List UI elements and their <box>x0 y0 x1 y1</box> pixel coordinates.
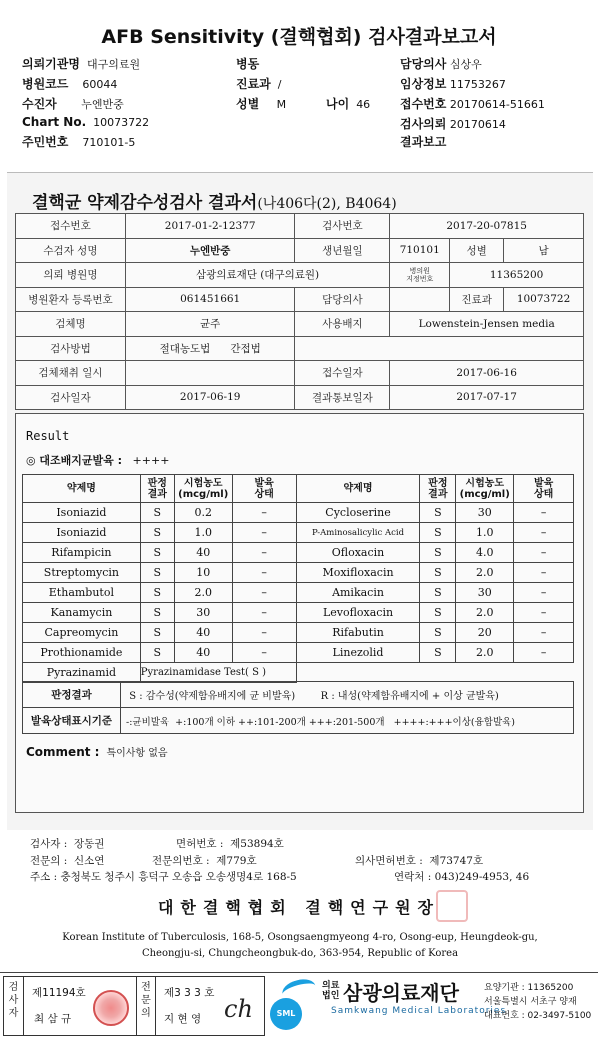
test-date: 2017-06-19 <box>125 385 295 410</box>
growth-state: – <box>232 523 296 543</box>
growth-criteria: -:균비발육 +:100개 이하 ++:101-200개 +++:201-500개 ++++:+++이상(융합발육) <box>121 708 574 734</box>
drug-name: Rifampicin <box>23 543 141 563</box>
test-conc: 0.2 <box>174 503 232 523</box>
seal-stamp-icon <box>93 990 129 1026</box>
received-date: 2017-06-16 <box>390 361 584 386</box>
sex-label: 성별 <box>450 238 504 263</box>
judge-result: S <box>140 623 174 643</box>
footer <box>0 972 598 1039</box>
growth-state: – <box>514 603 574 623</box>
table-row-pza <box>23 663 574 683</box>
growth-state: – <box>232 623 296 643</box>
test-conc: 40 <box>174 623 232 643</box>
registration-no: 061451661 <box>125 287 295 312</box>
test-conc: 30 <box>174 603 232 623</box>
method-values: 절대농도법 간접법 <box>125 336 295 361</box>
org-english-name: Samkwang Medical Laboratories <box>331 1006 507 1016</box>
tester-name: 최 삼 규 <box>34 1013 72 1025</box>
designation-no: 11365200 <box>450 263 584 288</box>
method-empty <box>295 336 584 361</box>
license-line: 면허번호 : 제53894호 <box>176 838 284 850</box>
table-row <box>23 583 574 603</box>
header-drug: 약제명 <box>23 475 141 503</box>
receipt-no-label: 접수번호 <box>16 214 126 239</box>
scanned-report <box>7 172 593 830</box>
judge-result: S <box>140 643 174 663</box>
drug-name: Kanamycin <box>23 603 141 623</box>
test-conc: 2.0 <box>174 583 232 603</box>
dob-label: 생년월일 <box>295 238 390 263</box>
exam-no-label: 검사번호 <box>295 214 390 239</box>
table-row <box>23 623 574 643</box>
hospital-name: 삼광의료재단 (대구의료원) <box>125 263 389 288</box>
drug-name: Prothionamide <box>23 643 141 663</box>
judge-result: S <box>420 583 456 603</box>
doctor-license-line: 의사면허번호 : 제73747호 <box>355 855 484 867</box>
tester-vertical-label: 검 사 자 <box>4 977 24 1035</box>
test-conc: 20 <box>456 623 514 643</box>
table-row <box>23 643 574 663</box>
org-name: 삼광의료재단 <box>343 981 459 1005</box>
growth-state: – <box>232 563 296 583</box>
judge-result: S <box>140 503 174 523</box>
result-label: Result <box>26 429 70 443</box>
judge-result: S <box>420 563 456 583</box>
table-row <box>23 603 574 623</box>
specimen: 균주 <box>125 312 295 337</box>
judge-result: S <box>140 603 174 623</box>
patient-name: 누엔반중 <box>125 238 295 263</box>
test-conc: 4.0 <box>456 543 514 563</box>
judge-criteria: S : 감수성(약제함유배지에 균 비발육) R : 내성(약제함유배지에 + 이상 균발육) <box>121 682 574 708</box>
report-info-table <box>15 213 584 410</box>
header-judge: 판정 결과 <box>140 475 174 503</box>
judge-result: S <box>140 563 174 583</box>
drug-name: Pyrazinamid <box>23 663 141 683</box>
growth-state: – <box>232 643 296 663</box>
judge-result: S <box>140 543 174 563</box>
judge-result: S <box>420 543 456 563</box>
judge-criteria-label: 판정결과 <box>23 682 121 708</box>
doctor-name <box>390 287 450 312</box>
header-receipt: 접수번호 20170614-51661 <box>400 97 545 111</box>
dept-value: 10073722 <box>504 287 584 312</box>
drug-susceptibility-table <box>22 474 574 683</box>
tester-line: 검사자 : 장동권 <box>30 838 105 850</box>
drug-name: Capreomycin <box>23 623 141 643</box>
header-growth: 발육 상태 <box>232 475 296 503</box>
test-conc: 30 <box>456 503 514 523</box>
specimen-label: 검체명 <box>16 312 126 337</box>
control-growth: ◎ 대조배지균발육 : ++++ <box>26 454 170 467</box>
dept-label: 진료과 <box>450 287 504 312</box>
drug-name: Cycloserine <box>296 503 420 523</box>
org-prefix: 의료 법인 <box>322 981 340 1001</box>
drug-name: Isoniazid <box>23 523 141 543</box>
expert-vertical-label: 전 문 의 <box>136 977 156 1035</box>
notify-label: 결과통보일자 <box>295 385 390 410</box>
header-clinical: 임상정보 11753267 <box>400 77 506 91</box>
growth-state: – <box>514 523 574 543</box>
registration-label: 병원환자 등록번호 <box>16 287 126 312</box>
page-title: AFB Sensitivity (결핵협회) 검사결과보고서 <box>101 26 497 48</box>
criteria-table <box>22 681 574 734</box>
header-request: 검사의뢰 20170614 <box>400 117 506 131</box>
expert-number: 제3 3 3 호 <box>164 987 215 999</box>
method-label: 검사방법 <box>16 336 126 361</box>
table-row <box>23 523 574 543</box>
header-report: 결과보고 <box>400 135 447 149</box>
result-section <box>15 413 584 813</box>
drug-name: Streptomycin <box>23 563 141 583</box>
test-conc: 30 <box>456 583 514 603</box>
judge-result: S <box>420 603 456 623</box>
judge-result: S <box>420 503 456 523</box>
table-row <box>23 503 574 523</box>
growth-state: – <box>514 503 574 523</box>
medium-label: 사용배지 <box>295 312 390 337</box>
sex: 남 <box>504 238 584 263</box>
exam-no: 2017-20-07815 <box>390 214 584 239</box>
judge-result: S <box>420 623 456 643</box>
growth-state: – <box>232 603 296 623</box>
growth-state: – <box>514 643 574 663</box>
judge-result: S <box>140 583 174 603</box>
growth-state: – <box>232 503 296 523</box>
sml-logo-icon: SML <box>270 978 332 1034</box>
drug-name: Levofloxacin <box>296 603 420 623</box>
growth-state: – <box>232 583 296 603</box>
receipt-no: 2017-01-2-12377 <box>125 214 295 239</box>
test-conc: 2.0 <box>456 603 514 623</box>
judge-result: S <box>140 523 174 543</box>
drug-name: Ethambutol <box>23 583 141 603</box>
collect-date <box>125 361 295 386</box>
doctor-label: 담당의사 <box>295 287 390 312</box>
testdate-label: 검사일자 <box>16 385 126 410</box>
tel-line: 연락처 : 043)249-4953, 46 <box>394 871 530 883</box>
address-line: 주소 : 충청북도 청주시 흥덕구 오송읍 오송생명4로 168-5 <box>30 871 297 883</box>
comment: Comment : 특이사항 없음 <box>26 745 168 759</box>
tester-number: 제11194호 <box>32 987 86 999</box>
collect-label: 검체채취 일시 <box>16 361 126 386</box>
header-drug: 약제명 <box>296 475 420 503</box>
institution-address: Korean Institute of Tuberculosis, 168-5, Osongsaengmyeong 4-ro, Osong-eup, Heungdeok-gu, Cheongju-si, Chungcheongbuk-do, 363-954, Republic of Korea <box>62 932 538 959</box>
dob: 710101 <box>390 238 450 263</box>
header-chart: Chart No. 10073722 <box>22 115 150 129</box>
designation-label: 병의원 지정번호 <box>390 263 450 288</box>
header-hospital: 의뢰기관명 대구의료원 <box>22 57 141 71</box>
drug-name: Ofloxacin <box>296 543 420 563</box>
report-title: 결핵균 약제감수성검사 결과서(나406다(2), B4064) <box>32 193 397 213</box>
header-dept: 진료과 / <box>236 77 282 91</box>
table-row <box>23 563 574 583</box>
drug-name: Isoniazid <box>23 503 141 523</box>
test-conc: 2.0 <box>456 563 514 583</box>
header-sex: 성별 M <box>236 97 287 111</box>
notify-date: 2017-07-17 <box>390 385 584 410</box>
signature-mark-icon: ch <box>224 995 253 1023</box>
header-doctor: 담당의사 심상우 <box>400 57 482 71</box>
test-conc: 2.0 <box>456 643 514 663</box>
header-conc: 시험농도 (mcg/ml) <box>456 475 514 503</box>
header-hospital-code: 병원코드 60044 <box>22 77 118 91</box>
growth-state: – <box>514 623 574 643</box>
header-patient: 수진자 누엔반중 <box>22 97 124 111</box>
header-ssn: 주민번호 710101-5 <box>22 135 136 149</box>
header-judge: 판정 결과 <box>420 475 456 503</box>
drug-name: Moxifloxacin <box>296 563 420 583</box>
signature-box <box>3 976 265 1036</box>
table-row <box>23 543 574 563</box>
received-label: 접수일자 <box>295 361 390 386</box>
institution-name: 대한결핵협회 결핵연구원장 <box>157 898 441 917</box>
judge-result: S <box>420 643 456 663</box>
growth-state: – <box>514 563 574 583</box>
patient-label: 수검자 성명 <box>16 238 126 263</box>
header-growth: 발육 상태 <box>514 475 574 503</box>
medium: Lowenstein-Jensen media <box>390 312 584 337</box>
judge-result: S <box>420 523 456 543</box>
drug-name: Rifabutin <box>296 623 420 643</box>
expert-name: 지 현 영 <box>164 1013 202 1025</box>
test-conc: 1.0 <box>456 523 514 543</box>
growth-criteria-label: 발육상태표시기준 <box>23 708 121 734</box>
expert-line: 전문의 : 신소연 <box>30 855 105 867</box>
hospital-label: 의뢰 병원명 <box>16 263 126 288</box>
drug-name: Amikacin <box>296 583 420 603</box>
test-conc: 40 <box>174 643 232 663</box>
growth-state: – <box>514 543 574 563</box>
header-conc: 시험농도 (mcg/ml) <box>174 475 232 503</box>
header-age: 나이 46 <box>326 97 371 111</box>
expert-license-line: 전문의번호 : 제779호 <box>152 855 257 867</box>
header-ward: 병동 <box>236 57 260 71</box>
drug-name: Linezolid <box>296 643 420 663</box>
org-info: 요양기관 : 11365200 서울특별시 서초구 양재 대표번호 : 02-3497-5100 <box>484 983 592 1021</box>
growth-state: – <box>514 583 574 603</box>
pza-empty <box>296 663 573 683</box>
drug-name: P-Aminosalicylic Acid <box>296 523 420 543</box>
test-conc: 10 <box>174 563 232 583</box>
test-conc: 40 <box>174 543 232 563</box>
growth-state: – <box>232 543 296 563</box>
test-conc: 1.0 <box>174 523 232 543</box>
pza-result: Pyrazinamidase Test( S ) <box>140 663 296 683</box>
